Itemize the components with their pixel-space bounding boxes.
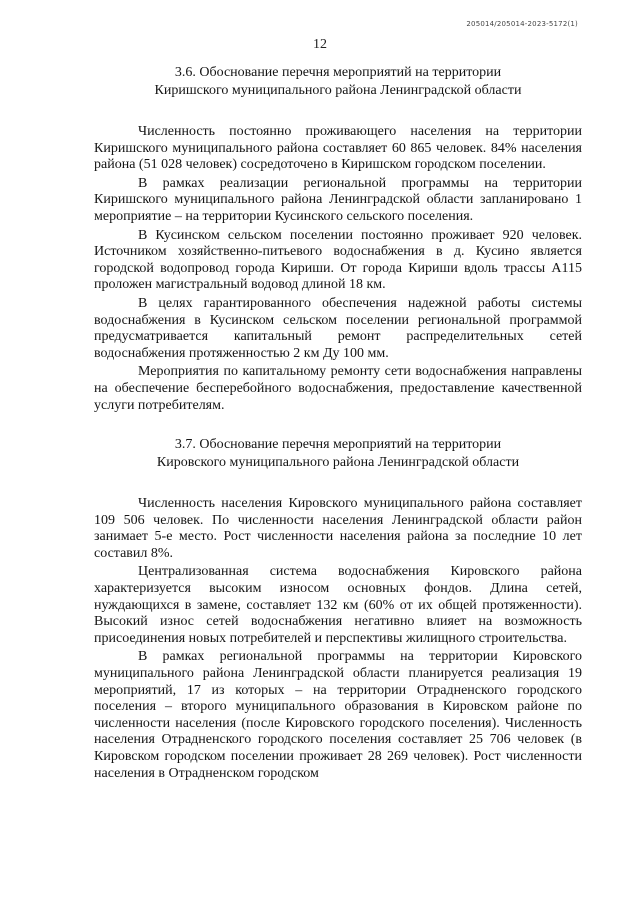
paragraph: В целях гарантированного обеспечения надежной работы системы водоснабжения в Кусинском сельском поселении региональной программой предусматривается капитальный ремонт распределительных сетей водоснабжения протяженностью 2 км Ду 100 мм. — [94, 295, 582, 361]
section-heading-3-6 — [94, 64, 582, 100]
paragraph: Численность постоянно проживающего населения на территории Киришского муниципального района составляет 60 865 человек. 84% населения района (51 028 человек) сосредоточено в Киришском городском поселении. — [94, 124, 582, 173]
section-heading-line: Кировского муниципального района Ленинградской области — [156, 455, 520, 471]
paragraph: В рамках региональной программы на территории Кировского муниципального района Ленинградской области планируется реализация 19 мероприятий, 17 из которых – на территории Отрадненского городского поселения – второго муниципального образования в Кировском районе по численности населения (после Кировского городского поселения). Численность населения Отрадненского городского поселения составляет 25 706 человек (в Кировском городском поселении проживает 28 269 человек). Рост численности населения в Отрадненском городском — [94, 649, 582, 781]
paragraph: Численность населения Кировского муниципального района составляет 109 506 человек. По численности населения Ленинградской области район занимает 5-е место. Рост численности населения района за последние 10 лет составил 8%. — [94, 496, 582, 561]
paragraph: Мероприятия по капитальному ремонту сети водоснабжения направлены на обеспечение бесперебойного водоснабжения, предоставление качественной услуги потребителям. — [94, 364, 582, 413]
page-number: 12 — [313, 37, 327, 52]
section-heading-3-7 — [94, 436, 582, 472]
section-heading-line: Киришского муниципального района Ленинградской области — [154, 83, 522, 98]
paragraph: В рамках реализации региональной программы на территории Киришского муниципального района Ленинградской области запланировано 1 мероприятие – на территории Кусинского сельского поселения. — [94, 175, 582, 224]
paragraph: Централизованная система водоснабжения Кировского района характеризуется высоким износом основных фондов. Длина сетей, нуждающихся в замене, составляет 132 км (60% от их общей протяженности). Высокий износ сетей водоснабжения негативно влияет на возможность присоединения новых потребителей и перспективы жилищного строительства. — [94, 564, 582, 646]
document-id: 205014/205014-2023-5172(1) — [466, 20, 578, 28]
section-heading-line: 3.6. Обоснование перечня мероприятий на территории — [174, 65, 502, 80]
paragraph: В Кусинском сельском поселении постоянно проживает 920 человек. Источником хозяйственно-питьевого водоснабжения в д. Кусино является городской водопровод города Кириши. От города Кириши вдоль трассы А115 проложен магистральный водовод длиной 18 км. — [94, 227, 582, 293]
document-body — [94, 64, 582, 784]
section-heading-line: 3.7. Обоснование перечня мероприятий на территории — [174, 437, 502, 453]
